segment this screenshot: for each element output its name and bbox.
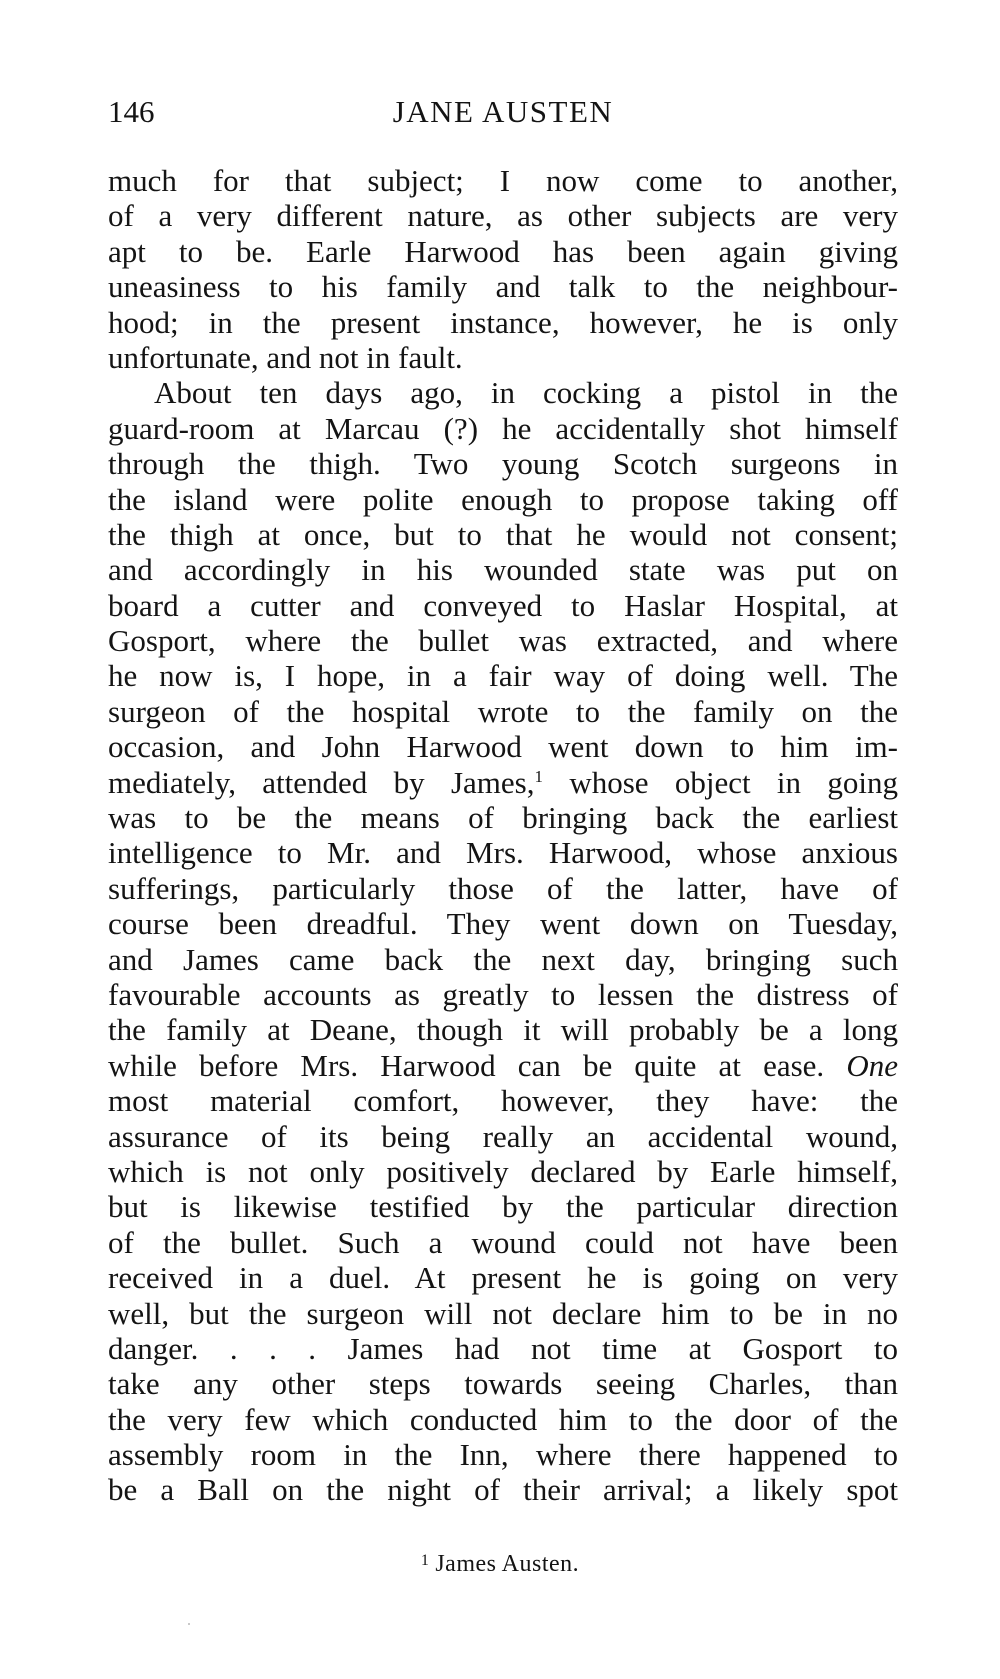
text-line: uneasiness to his family and talk to the neighbour- bbox=[108, 269, 898, 305]
text-line: the island were polite enough to propose taking off bbox=[108, 481, 898, 517]
text-line: was to be the means of bringing back the earliest bbox=[108, 800, 898, 836]
text-line: favourable accounts as greatly to lessen the distress of bbox=[108, 976, 898, 1012]
running-title: JANE AUSTEN bbox=[392, 94, 614, 129]
footnote-reference[interactable]: 1 bbox=[534, 766, 543, 786]
text-line: the thigh at once, but to that he would not consent; bbox=[108, 516, 898, 552]
italic-emphasis: One bbox=[846, 1047, 898, 1083]
text-line: and James came back the next day, bringing such bbox=[108, 941, 898, 977]
text-line: most material comfort, however, they have: the bbox=[108, 1083, 898, 1119]
text-line: of a very different nature, as other subjects are very bbox=[108, 198, 898, 234]
text-line: of the bullet. Such a wound could not have been bbox=[108, 1224, 898, 1260]
text-line bbox=[108, 1048, 898, 1083]
text-line: well, but the surgeon will not declare him to be in no bbox=[108, 1295, 898, 1331]
text-line: Gosport, where the bullet was extracted, and where bbox=[108, 623, 898, 659]
body-text bbox=[108, 163, 898, 1508]
text-line: received in a duel. At present he is going on very bbox=[108, 1260, 898, 1296]
text-segment: whose object in going bbox=[542, 764, 898, 800]
text-line: he now is, I hope, in a fair way of doing well. The bbox=[108, 658, 898, 694]
text-segment: while before Mrs. Harwood can be quite at ease. bbox=[108, 1047, 825, 1083]
text-line: which is not only positively declared by Earle himself, bbox=[108, 1153, 898, 1189]
text-line: board a cutter and conveyed to Haslar Hospital, at bbox=[108, 587, 898, 623]
text-line: the family at Deane, though it will probably be a long bbox=[108, 1012, 898, 1048]
text-line: intelligence to Mr. and Mrs. Harwood, whose anxious bbox=[108, 835, 898, 871]
text-line: sufferings, particularly those of the latter, have of bbox=[108, 870, 898, 906]
text-line: hood; in the present instance, however, he is only bbox=[108, 304, 898, 340]
text-line: occasion, and John Harwood went down to him im- bbox=[108, 729, 898, 765]
text-line: unfortunate, and not in fault. bbox=[108, 339, 463, 375]
text-line: much for that subject; I now come to another, bbox=[108, 163, 898, 198]
text-line: apt to be. Earle Harwood has been again giving bbox=[108, 233, 898, 269]
text-line: through the thigh. Two young Scotch surgeons in bbox=[108, 446, 898, 482]
text-line bbox=[108, 765, 898, 800]
page-number: 146 bbox=[108, 94, 155, 129]
text-line: take any other steps towards seeing Charles, than bbox=[108, 1366, 898, 1402]
page-header bbox=[108, 92, 898, 132]
text-line: surgeon of the hospital wrote to the family on the bbox=[108, 693, 898, 729]
scan-speck bbox=[188, 1623, 190, 1625]
footnote-mark: 1 bbox=[420, 1552, 430, 1569]
text-line: the very few which conducted him to the door of the bbox=[108, 1401, 898, 1437]
text-line: be a Ball on the night of their arrival; a likely spot bbox=[108, 1472, 898, 1508]
footnote bbox=[0, 1546, 1000, 1579]
text-line: and accordingly in his wounded state was put on bbox=[108, 552, 898, 588]
text-line: About ten days ago, in cocking a pistol in the bbox=[154, 375, 898, 411]
text-line: course been dreadful. They went down on Tuesday, bbox=[108, 906, 898, 942]
text-line: assurance of its being really an accidental wound, bbox=[108, 1118, 898, 1154]
text-line: assembly room in the Inn, where there happened to bbox=[108, 1437, 898, 1473]
text-line: danger. . . . James had not time at Gosport to bbox=[108, 1330, 898, 1366]
text-segment: mediately, attended by James, bbox=[108, 764, 535, 800]
text-line: guard-room at Marcau (?) he accidentally shot himself bbox=[108, 410, 898, 446]
footnote-text: James Austen. bbox=[435, 1551, 580, 1577]
text-line: but is likewise testified by the particular direction bbox=[108, 1189, 898, 1225]
